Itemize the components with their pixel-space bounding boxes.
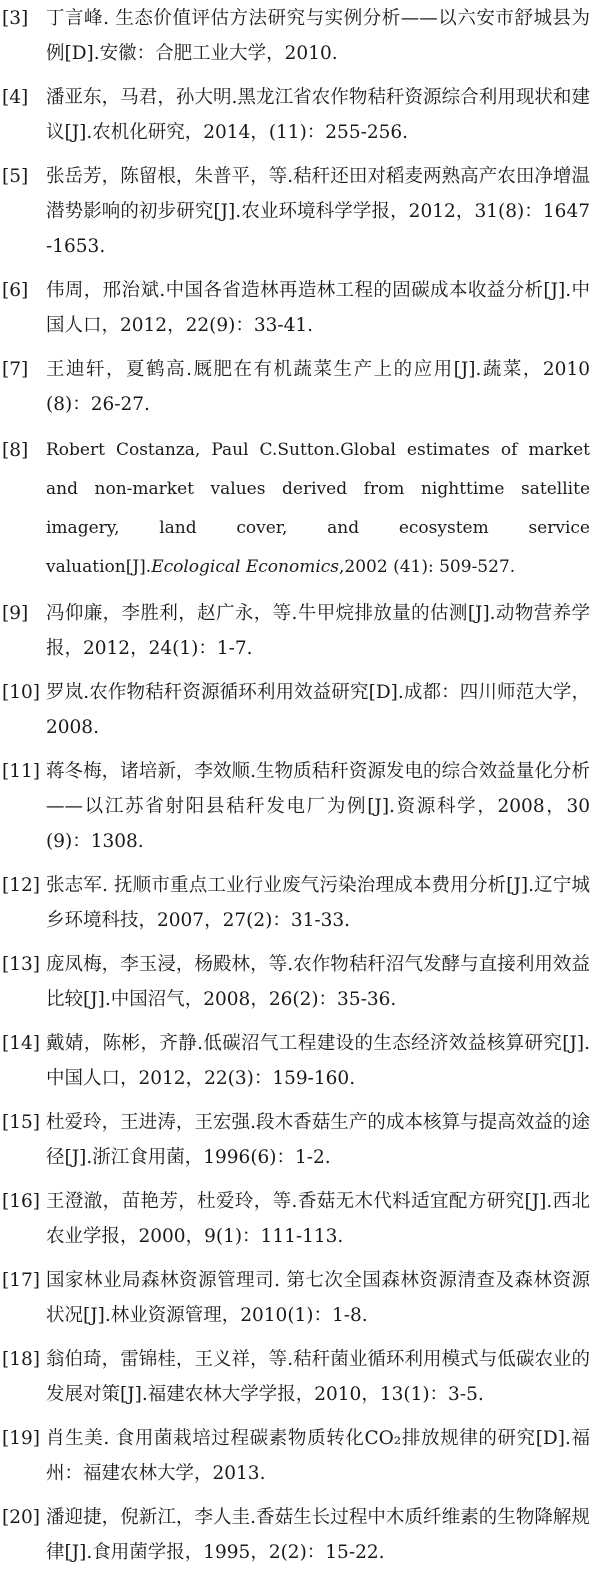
reference-number: [4] bbox=[2, 87, 29, 108]
reference-item bbox=[2, 1105, 590, 1175]
reference-text: 蒋冬梅，诸培新，李效顺.生物质秸秆资源发电的综合效益量化分析——以江苏省射阳县秸秆发电厂为例[J].资源科学，2008，30(9)：1308. bbox=[46, 761, 590, 852]
reference-number: [16] bbox=[2, 1191, 40, 1212]
reference-number: [14] bbox=[2, 1033, 40, 1054]
reference-text: 张志军. 抚顺市重点工业行业废气污染治理成本费用分析[J].辽宁城乡环境科技，2007，27(2)：31-33. bbox=[46, 875, 590, 931]
reference-text: 庞凤梅，李玉浸，杨殿林，等.农作物秸秆沼气发酵与直接利用效益比较[J].中国沼气，2008，26(2)：35-36. bbox=[46, 954, 590, 1010]
reference-number: [3] bbox=[2, 8, 29, 29]
reference-number: [8] bbox=[2, 440, 29, 461]
reference-text bbox=[46, 431, 590, 587]
reference-number: [13] bbox=[2, 954, 40, 975]
reference-text: 潘亚东，马君，孙大明.黑龙江省农作物秸秆资源综合利用现状和建议[J].农机化研究，2014，(11)：255-256. bbox=[46, 87, 590, 143]
reference-item bbox=[2, 431, 590, 587]
reference-number: [18] bbox=[2, 1349, 40, 1370]
reference-journal: Ecological Economics bbox=[151, 557, 340, 577]
reference-item bbox=[2, 352, 590, 422]
reference-text: 国家林业局森林资源管理司. 第七次全国森林资源清查及森林资源状况[J].林业资源管理，2010(1)：1-8. bbox=[46, 1270, 590, 1326]
reference-text-tail: ,2002 (41): 509-527. bbox=[339, 557, 516, 577]
reference-text: 冯仰廉，李胜利，赵广永，等.牛甲烷排放量的估测[J].动物营养学报，2012，24(1)：1-7. bbox=[46, 603, 590, 659]
reference-number: [11] bbox=[2, 761, 40, 782]
reference-text: 翁伯琦，雷锦桂，王义祥，等.秸秆菌业循环利用模式与低碳农业的发展对策[J].福建农林大学学报，2010，13(1)：3-5. bbox=[46, 1349, 590, 1405]
reference-item bbox=[2, 1500, 590, 1570]
reference-number: [5] bbox=[2, 166, 29, 187]
reference-text: 罗岚.农作物秸秆资源循环利用效益研究[D].成都：四川师范大学，2008. bbox=[46, 682, 590, 738]
reference-item bbox=[2, 1184, 590, 1254]
reference-text: 张岳芳，陈留根，朱普平，等.秸秆还田对稻麦两熟高产农田净增温潜势影响的初步研究[J].农业环境科学学报，2012，31(8)：1647-1653. bbox=[46, 166, 590, 257]
reference-item bbox=[2, 80, 590, 150]
reference-item bbox=[2, 675, 590, 745]
reference-number: [12] bbox=[2, 875, 40, 896]
reference-number: [9] bbox=[2, 603, 29, 624]
reference-number: [7] bbox=[2, 359, 29, 380]
reference-text: 杜爱玲，王进涛，王宏强.段木香菇生产的成本核算与提高效益的途径[J].浙江食用菌，1996(6)：1-2. bbox=[46, 1112, 590, 1168]
reference-number: [19] bbox=[2, 1428, 40, 1449]
reference-text: 王澄澈，苗艳芳，杜爱玲，等.香菇无木代料适宜配方研究[J].西北农业学报，2000，9(1)：111-113. bbox=[46, 1191, 590, 1247]
reference-text: 丁言峰. 生态价值评估方法研究与实例分析——以六安市舒城县为例[D].安徽：合肥工业大学，2010. bbox=[46, 8, 590, 64]
reference-text: 潘迎捷，倪新江，李人圭.香菇生长过程中木质纤维素的生物降解规律[J].食用菌学报，1995，2(2)：15-22. bbox=[46, 1507, 590, 1563]
reference-item bbox=[2, 1421, 590, 1491]
reference-text: 肖生美. 食用菌栽培过程碳素物质转化CO₂排放规律的研究[D].福州：福建农林大学，2013. bbox=[46, 1428, 590, 1484]
reference-text: 王迪轩，夏鹤高.厩肥在有机蔬菜生产上的应用[J].蔬菜，2010(8)：26-27. bbox=[46, 359, 590, 415]
reference-number: [10] bbox=[2, 682, 40, 703]
reference-item bbox=[2, 1263, 590, 1333]
reference-text: 戴婧，陈彬，齐静.低碳沼气工程建设的生态经济效益核算研究[J].中国人口，2012，22(3)：159-160. bbox=[46, 1033, 590, 1089]
reference-item bbox=[2, 947, 590, 1017]
reference-item bbox=[2, 868, 590, 938]
reference-number: [17] bbox=[2, 1270, 40, 1291]
reference-number: [15] bbox=[2, 1112, 40, 1133]
reference-number: [20] bbox=[2, 1507, 40, 1528]
reference-item bbox=[2, 1, 590, 71]
reference-text: 伟周，邢治斌.中国各省造林再造林工程的固碳成本收益分析[J].中国人口，2012，22(9)：33-41. bbox=[46, 280, 590, 336]
reference-item bbox=[2, 1026, 590, 1096]
reference-text-main: Robert Costanza, Paul C.Sutton.Global estimates of market and non-market values derived from nighttime satellite imagery, land cover, and ecosystem service valuation[J]. bbox=[46, 440, 590, 577]
reference-number: [6] bbox=[2, 280, 29, 301]
reference-item bbox=[2, 273, 590, 343]
reference-item bbox=[2, 1342, 590, 1412]
reference-item bbox=[2, 754, 590, 859]
reference-item bbox=[2, 159, 590, 264]
reference-item bbox=[2, 596, 590, 666]
